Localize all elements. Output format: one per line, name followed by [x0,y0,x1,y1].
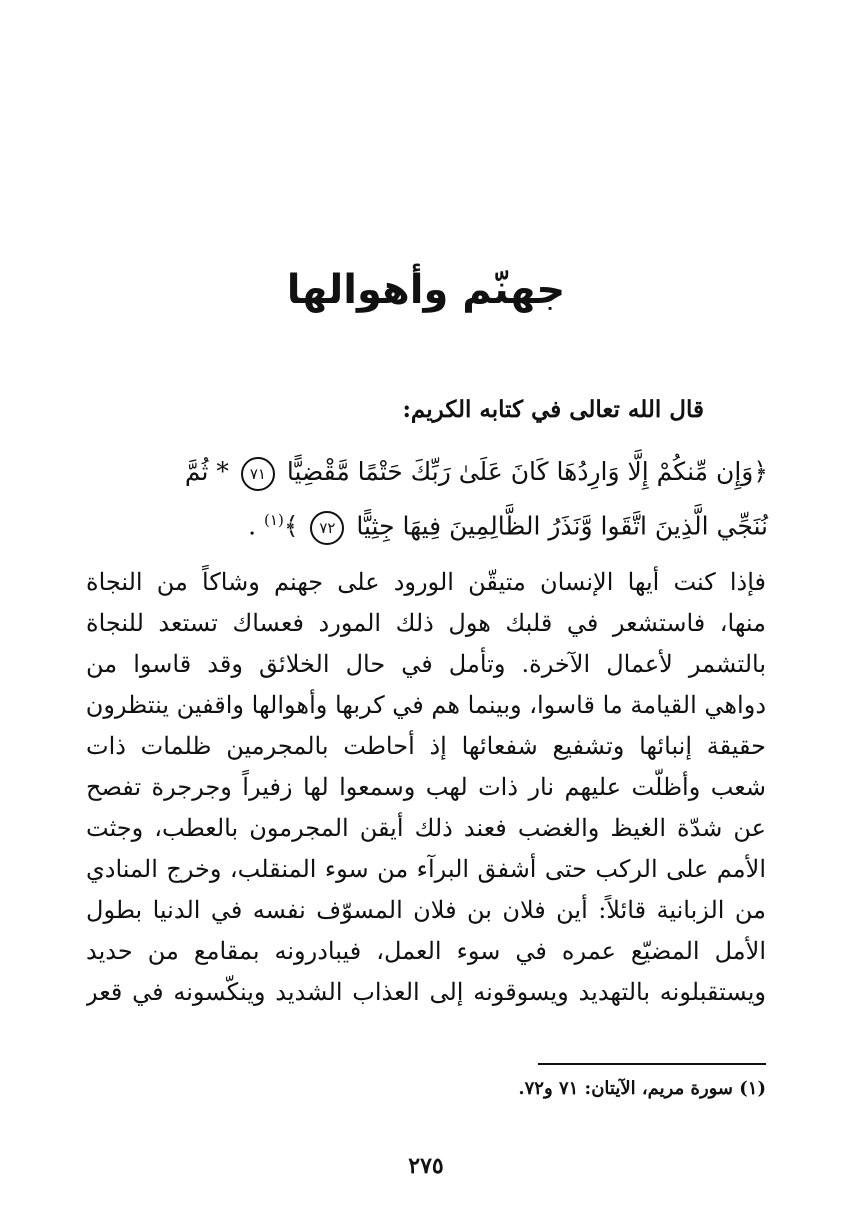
quran-verse [84,448,768,550]
body-line: الأمل المضيّع عمره في سوء العمل، فيبادرونه بمقامع من حديد [86,937,766,965]
body-line: بالتشمر لأعمال الآخرة. وتأمل في حال الخلائق وقد قاسوا من [86,650,766,678]
verse-line-1 [84,448,768,496]
body-line: عن شدّة الغيظ والغضب فعند ذلك أيقن المجرمون بالعطب، وجثت [86,814,766,842]
verse-line-2-end: . [248,511,257,541]
body-line: شعب وأظلّت عليهم نار ذات لهب وسمعوا لها زفيراً وجرجرة تفصح [86,773,766,801]
body-line: ويستقبلونه بالتهديد ويسوقونه إلى العذاب الشديد وينكّسونه في قعر [86,978,766,1006]
chapter-title: جهنّم وأهوالها [286,267,566,313]
ayah-number-72: ٧٢ [310,511,344,545]
ayah-number-71: ٧١ [241,457,275,491]
body-paragraph [86,562,766,1013]
verse-line-2-text: نُنَجِّي الَّذِينَ اتَّقَوا وَّنَذَرُ الظَّالِمِينَ فِيهَا جِثِيًّا [356,511,768,541]
verse-line-1-tail: * ثُمَّ [184,457,229,486]
verse-line-2-tail: ﴾ [283,511,299,541]
footnote-divider [538,1063,766,1065]
verse-line-1-text: ﴿وَإِن مِّنكُمْ إِلَّا وَارِدُهَا كَانَ عَلَىٰ رَبِّكَ حَتْمًا مَّقْضِيًّا [286,457,768,486]
body-line: منها، فاستشعر في قلبك هول ذلك المورد فعساك تستعد للنجاة [86,609,766,637]
body-line: حقيقة إنبائها وتشفيع شفعائها إذ أحاطت بالمجرمين ظلمات ذات [86,732,766,760]
intro-line: قال الله تعالى في كتابه الكريم: [402,396,704,423]
body-line: دواهي القيامة ما قاسوا، وبينما هم في كربها وأهوالها واقفين ينتظرون [86,691,766,719]
footnote: (١) سورة مريم، الآيتان: ٧١ و٧٢. [518,1078,766,1099]
page-number: ٢٧٥ [408,1153,444,1179]
body-line: الأمم على الركب حتى أشفق البرآء من سوء المنقلب، وخرج المنادي [86,855,766,883]
verse-line-2 [84,496,768,550]
footnote-reference: (١) [264,511,284,529]
body-line: من الزبانية قائلاً: أين فلان بن فلان المسوّف نفسه في الدنيا بطول [86,896,766,924]
body-line: فإذا كنت أيها الإنسان متيقّن الورود على جهنم وشاكاً من النجاة [86,568,766,596]
